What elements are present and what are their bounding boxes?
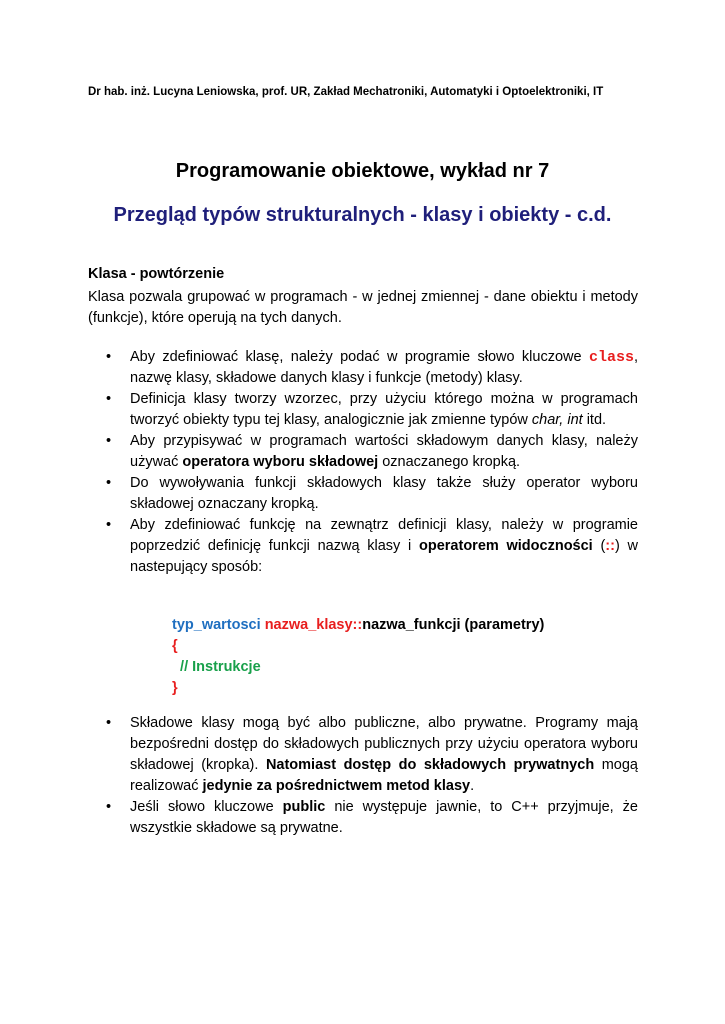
scope-operator: :: xyxy=(605,538,615,554)
code-class-name: nazwa_klasy:: xyxy=(264,617,363,633)
list-item: • Definicja klasy tworzy wzorzec, przy użyciu którego można w programach tworzyć obiekty typu tej klasy, analogicznie jak zmienne typów char, int itd. xyxy=(106,391,638,428)
list-item: • Do wywoływania funkcji składowych klasy także służy operator wyboru składowej oznaczany kropką. xyxy=(106,475,638,512)
bullet-icon: • xyxy=(106,475,112,491)
emphasis-text: operatora wyboru składowej xyxy=(182,454,379,470)
list-item: • Jeśli słowo kluczowe public nie występuje jawnie, to C++ przyjmuje, że wszystkie składowe są prywatne. xyxy=(106,799,638,836)
section-heading: Klasa - powtórzenie xyxy=(88,266,225,282)
class-keyword: class xyxy=(588,349,634,366)
code-comment: // Instrukcje xyxy=(172,659,261,675)
code-open-brace: { xyxy=(172,638,178,654)
emphasis-text: Natomiast dostęp do składowych prywatnych xyxy=(265,757,595,773)
bullet-icon: • xyxy=(106,715,112,731)
intro-paragraph: Klasa pozwala grupować w programach - w jednej zmiennej - dane obiektu i metody (funkcje), które operują na tych danych. xyxy=(88,289,638,326)
bullet-icon: • xyxy=(106,349,112,365)
list-item: • Aby przypisywać w programach wartości składowym danych klasy, należy używać operatora wyboru składowej oznaczanego kropką. xyxy=(106,433,638,470)
public-keyword: public xyxy=(282,799,326,815)
emphasis-text: operatorem widoczności xyxy=(419,538,593,554)
list-item: • Aby zdefiniować klasę, należy podać w programie słowo kluczowe class, nazwę klasy, składowe danych klasy i funkcje (metody) klasy. xyxy=(106,349,638,386)
bullet-icon: • xyxy=(106,433,112,449)
code-example xyxy=(172,615,544,699)
code-signature xyxy=(172,615,544,636)
list-item: • Aby zdefiniować funkcję na zewnątrz definicji klasy, należy w programie poprzedzić definicję funkcji nazwą klasy i operatorem widoczności (::) w nastepujący sposób: xyxy=(106,517,638,575)
bullet-icon: • xyxy=(106,799,112,815)
type-names: char, int xyxy=(531,412,583,428)
lecture-title: Programowanie obiektowe, wykład nr 7 xyxy=(175,160,550,182)
lecture-subtitle: Przegląd typów strukturalnych - klasy i obiekty - c.d. xyxy=(113,204,612,226)
code-return-type: typ_wartosci xyxy=(172,617,261,633)
author-line: Dr hab. inż. Lucyna Leniowska, prof. UR, Zakład Mechatroniki, Automatyki i Optoelektroniki, IT xyxy=(88,86,604,98)
code-function-name: nazwa_funkcji (parametry) xyxy=(362,617,545,633)
emphasis-text: jedynie za pośrednictwem metod klasy xyxy=(202,778,471,794)
bullet-list-bottom xyxy=(88,713,638,839)
bullet-list-top xyxy=(88,347,638,578)
bullet-icon: • xyxy=(106,391,112,407)
list-item: • Składowe klasy mogą być albo publiczne, albo prywatne. Programy mają bezpośredni dostęp do składowych publicznych przy użyciu operatora wyboru składowej (kropka). Natomiast dostęp do składowych prywatnych mogą realizować jedynie za pośrednictwem metod klasy. xyxy=(106,715,638,794)
code-close-brace: } xyxy=(172,680,178,696)
bullet-icon: • xyxy=(106,517,112,533)
